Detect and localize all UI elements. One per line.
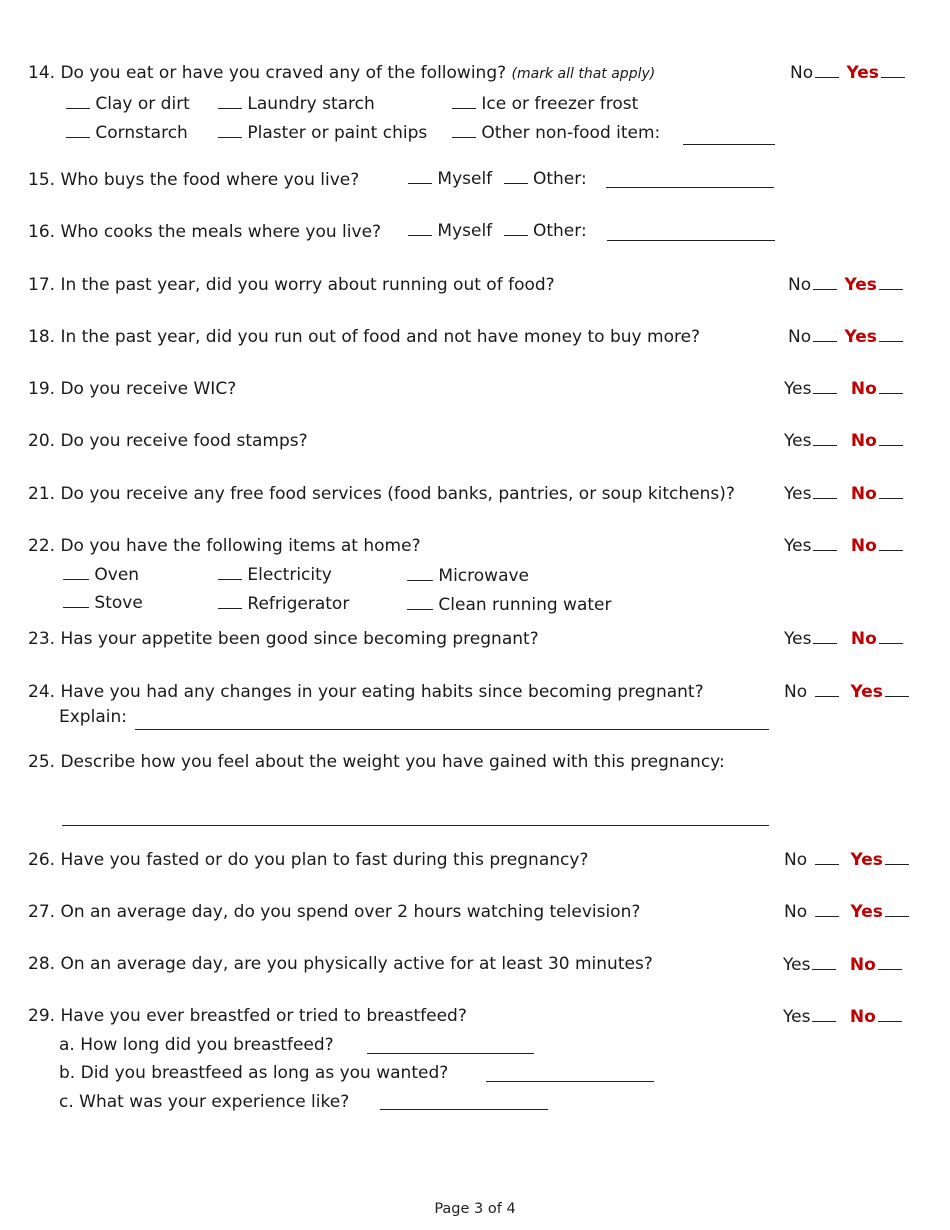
q23-text: 23. Has your appetite been good since becoming pregnant? (28, 629, 539, 649)
q14-item-laundry (218, 94, 375, 114)
q28-no-blank[interactable] (878, 955, 902, 970)
q14-cornstarch-blank[interactable] (66, 123, 90, 138)
q29c-line[interactable] (380, 1109, 548, 1110)
q24-explain-line[interactable] (135, 729, 769, 730)
q18-no-label: No (788, 327, 812, 347)
q22-answers (784, 536, 905, 556)
q27-yes-blank[interactable] (885, 902, 909, 917)
q20-yes-blank[interactable] (813, 431, 837, 446)
q14-item-ice (452, 94, 638, 114)
q28-answers (783, 955, 904, 975)
q22-yes-label: Yes (784, 536, 812, 556)
q22-item-water (407, 595, 612, 615)
q19-yes-blank[interactable] (813, 379, 837, 394)
q21-text: 21. Do you receive any free food services (food banks, pantries, or soup kitchens)? (28, 484, 735, 504)
q27-yes-label: Yes (850, 902, 883, 922)
q17-text: 17. In the past year, did you worry about running out of food? (28, 275, 555, 295)
q29b-line[interactable] (486, 1081, 654, 1082)
q24-no-blank[interactable] (815, 682, 839, 697)
q22-stove-label: Stove (94, 593, 143, 613)
q23-yes-blank[interactable] (813, 629, 837, 644)
q26-no-label: No (784, 850, 808, 870)
q27-no-blank[interactable] (815, 902, 839, 917)
q14-ice-label: Ice or freezer frost (481, 94, 639, 114)
q19-answers (784, 379, 905, 399)
q24-explain-label: Explain: (59, 707, 127, 727)
q23-no-label: No (850, 629, 877, 649)
q29-yes-label: Yes (783, 1007, 811, 1027)
q27-text: 27. On an average day, do you spend over 2 hours watching television? (28, 902, 641, 922)
q22-no-label: No (850, 536, 877, 556)
q21-yes-blank[interactable] (813, 484, 837, 499)
q28-text: 28. On an average day, are you physically active for at least 30 minutes? (28, 954, 653, 974)
q22-oven-label: Oven (94, 565, 140, 585)
q15-myself-label: Myself (437, 169, 493, 189)
q26-text: 26. Have you fasted or do you plan to fast during this pregnancy? (28, 850, 589, 870)
q15-other-line[interactable] (606, 187, 774, 188)
q16-text: 16. Who cooks the meals where you live? (28, 222, 382, 242)
q17-no-label: No (788, 275, 812, 295)
q23-yes-label: Yes (784, 629, 812, 649)
q26-yes-blank[interactable] (885, 850, 909, 865)
q15-other-blank[interactable] (504, 169, 528, 184)
q29c-text: c. What was your experience like? (59, 1092, 350, 1112)
q16-myself-label: Myself (437, 221, 493, 241)
q24-answers (784, 682, 911, 702)
q19-text: 19. Do you receive WIC? (28, 379, 237, 399)
q22-item-stove (63, 593, 143, 613)
q17-yes-blank[interactable] (879, 275, 903, 290)
q19-no-blank[interactable] (879, 379, 903, 394)
q22-item-electricity (218, 565, 332, 585)
q14-clay-label: Clay or dirt (95, 94, 190, 114)
q22-text: 22. Do you have the following items at home? (28, 536, 421, 556)
q22-microwave-label: Microwave (438, 566, 530, 586)
q20-no-label: No (850, 431, 877, 451)
q22-microwave-blank[interactable] (407, 566, 433, 581)
q14-item-plaster (218, 123, 427, 143)
q22-stove-blank[interactable] (63, 593, 89, 608)
q20-no-blank[interactable] (879, 431, 903, 446)
q14-clay-blank[interactable] (66, 94, 90, 109)
q14-laundry-blank[interactable] (218, 94, 242, 109)
q16-options (408, 221, 587, 241)
q27-answers (784, 902, 911, 922)
q29b-text: b. Did you breastfeed as long as you wanted? (59, 1063, 449, 1083)
q18-no-blank[interactable] (813, 327, 837, 342)
q22-item-oven (63, 565, 139, 585)
q22-yes-blank[interactable] (813, 536, 837, 551)
q24-no-label: No (784, 682, 808, 702)
q26-answers (784, 850, 911, 870)
q14-laundry-label: Laundry starch (247, 94, 375, 114)
q23-answers (784, 629, 905, 649)
q14-answers (790, 63, 907, 83)
q22-water-blank[interactable] (407, 595, 433, 610)
q15-options (408, 169, 587, 189)
q22-item-microwave (407, 566, 529, 586)
q24-text: 24. Have you had any changes in your eating habits since becoming pregnant? (28, 682, 704, 702)
q15-text: 15. Who buys the food where you live? (28, 170, 360, 190)
page-number: Page 3 of 4 (434, 1201, 516, 1217)
q14-question (28, 63, 655, 84)
q14-plaster-label: Plaster or paint chips (247, 123, 428, 143)
q22-no-blank[interactable] (879, 536, 903, 551)
q14-note: (mark all that apply) (511, 66, 656, 82)
q18-yes-blank[interactable] (879, 327, 903, 342)
q14-item-clay (66, 94, 190, 114)
q14-no-label: No (790, 63, 814, 83)
q26-yes-label: Yes (850, 850, 883, 870)
q14-item-other (452, 123, 660, 143)
q14-other-blank[interactable] (452, 123, 476, 138)
q28-no-label: No (849, 955, 876, 975)
q14-yes-blank[interactable] (881, 63, 905, 78)
q21-answers (784, 484, 905, 504)
q14-plaster-blank[interactable] (218, 123, 242, 138)
q29a-text: a. How long did you breastfeed? (59, 1035, 334, 1055)
q22-refrigerator-label: Refrigerator (247, 594, 350, 614)
q21-no-blank[interactable] (879, 484, 903, 499)
q28-yes-label: Yes (783, 955, 811, 975)
q29-no-label: No (849, 1007, 876, 1027)
q16-other-line[interactable] (607, 240, 775, 241)
q16-other-blank[interactable] (504, 221, 528, 236)
q25-text: 25. Describe how you feel about the weight you have gained with this pregnancy: (28, 752, 725, 772)
q14-yes-label: Yes (846, 63, 879, 83)
q29-yes-blank[interactable] (812, 1007, 836, 1022)
q24-yes-label: Yes (850, 682, 883, 702)
q16-myself-blank[interactable] (408, 221, 432, 236)
q20-yes-label: Yes (784, 431, 812, 451)
q24-yes-blank[interactable] (885, 682, 909, 697)
q15-other-label: Other: (532, 169, 587, 189)
q22-oven-blank[interactable] (63, 565, 89, 580)
q14-text: 14. Do you eat or have you craved any of the following? (28, 63, 507, 83)
q22-electricity-blank[interactable] (218, 565, 242, 580)
q29-answers (783, 1007, 904, 1027)
q22-item-refrigerator (218, 594, 349, 614)
q19-no-label: No (850, 379, 877, 399)
q26-no-blank[interactable] (815, 850, 839, 865)
q14-cornstarch-label: Cornstarch (95, 123, 188, 143)
q17-answers (788, 275, 905, 295)
q18-text: 18. In the past year, did you run out of food and not have money to buy more? (28, 327, 701, 347)
q23-no-blank[interactable] (879, 629, 903, 644)
q29a-line[interactable] (367, 1053, 534, 1054)
q21-yes-label: Yes (784, 484, 812, 504)
q17-yes-label: Yes (844, 275, 877, 295)
q20-text: 20. Do you receive food stamps? (28, 431, 308, 451)
q14-no-blank[interactable] (815, 63, 839, 78)
q29-no-blank[interactable] (878, 1007, 902, 1022)
q17-no-blank[interactable] (813, 275, 837, 290)
q29-text: 29. Have you ever breastfed or tried to breastfeed? (28, 1006, 467, 1026)
q15-myself-blank[interactable] (408, 169, 432, 184)
q28-yes-blank[interactable] (812, 955, 836, 970)
q22-refrigerator-blank[interactable] (218, 594, 242, 609)
q14-other-label: Other non-food item: (481, 123, 661, 143)
q14-ice-blank[interactable] (452, 94, 476, 109)
q27-no-label: No (784, 902, 808, 922)
q22-electricity-label: Electricity (247, 565, 332, 585)
q18-yes-label: Yes (844, 327, 877, 347)
q14-other-line[interactable] (683, 144, 775, 145)
q20-answers (784, 431, 905, 451)
q18-answers (788, 327, 905, 347)
q16-other-label: Other: (532, 221, 587, 241)
q25-answer-line[interactable] (62, 825, 769, 826)
q14-item-cornstarch (66, 123, 188, 143)
q19-yes-label: Yes (784, 379, 812, 399)
q21-no-label: No (850, 484, 877, 504)
q22-water-label: Clean running water (438, 595, 612, 615)
